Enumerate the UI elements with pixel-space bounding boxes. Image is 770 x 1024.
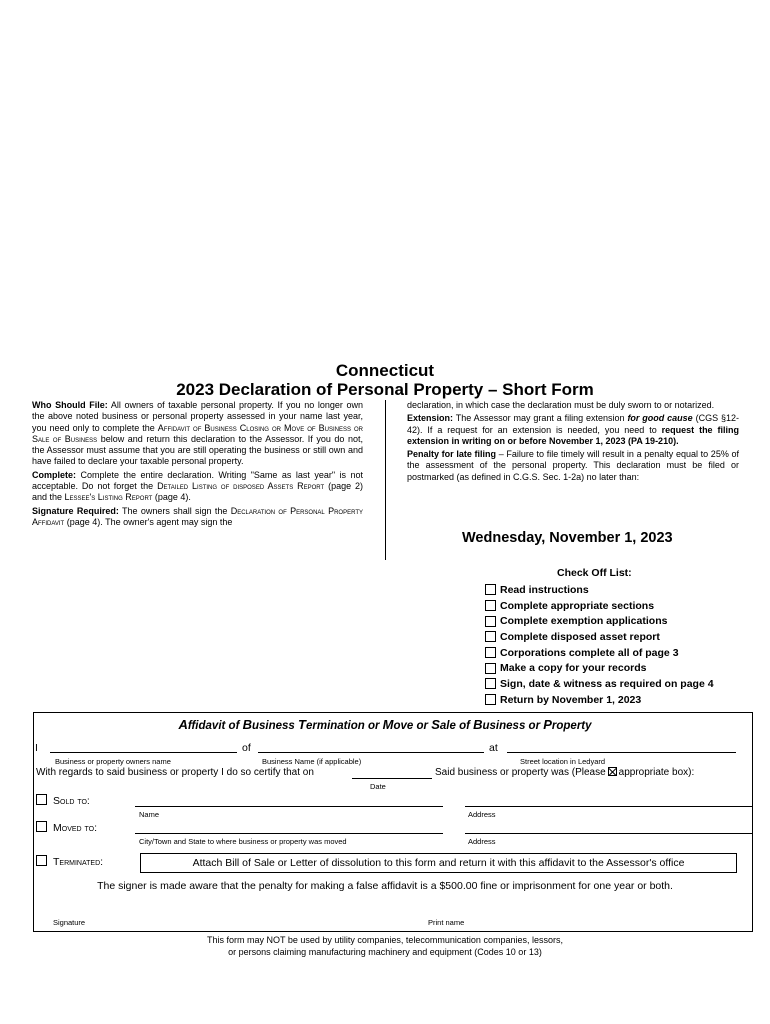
affidavit-section [33,712,753,932]
signature-caption: Signature [53,918,86,927]
checklist-item[interactable] [485,613,714,629]
lessee-listing-reference: Lessee's Listing Report [64,492,153,503]
checkbox[interactable] [485,647,496,658]
checklist-item[interactable] [485,598,714,614]
good-cause-emphasis: for good cause [627,413,693,424]
was-text-2: appropriate box): [618,767,695,778]
footer-line-2: or persons claiming manufacturing machinery and equipment (Codes 10 or 13) [228,946,542,957]
check-off-list [485,567,714,708]
complete-text-3: (page 4). [154,492,191,503]
who-should-file-label: Who Should File: [32,400,108,410]
checklist-item-label: Complete exemption applications [500,615,668,628]
moved-to-label: Moved to: [53,822,98,834]
instructions-left-column [32,400,363,530]
owner-name-field[interactable] [50,752,237,753]
print-name-caption: Print name [428,918,465,927]
checklist-item[interactable] [485,582,714,598]
affidavit-title: Affidavit of Business Termination or Move or Sale of Business or Property [178,717,592,732]
checkbox[interactable] [485,616,496,627]
checkbox[interactable] [485,694,496,705]
extension-text-2: (CGS §12-42). If a request for an extension is needed, you need to [407,413,739,435]
date-caption: Date [370,782,386,791]
signature-required-paragraph [32,506,363,529]
certify-text: With regards to said business or property I do so certify that on [36,767,314,778]
terminated-checkbox[interactable] [36,855,47,866]
checklist-item-label: Return by November 1, 2023 [500,693,642,706]
signature-text: The owners shall sign the [122,505,228,516]
checklist-item-label: Complete disposed asset report [500,630,660,643]
extension-label: Extension: [407,413,454,424]
checkbox[interactable] [485,631,496,642]
extension-deadline: request the filing extension in writing on or before November 1, 2023 (PA 19-210). [407,424,739,446]
who-should-file-paragraph [32,400,363,468]
continuation-text: declaration, in which case the declaration must be duly sworn to or notarized. [407,400,715,410]
penalty-text: – Failure to file timely will result in a penalty equal to 25% of the assessment of the personal property. This declaration must be filed or postmarked (as defined in C.G.S. Sec. 1-2a) no later than: [407,449,739,482]
footer-line-1: This form may NOT be used by utility companies, telecommunication companies, lessors, [207,935,563,945]
checklist-item-label: Sign, date & witness as required on page 4 [500,677,714,690]
extension-paragraph [407,413,739,447]
signature-text-2: (page 4). The owner's agent may sign the [66,516,233,527]
checklist-item-label: Complete appropriate sections [500,599,655,612]
address-caption-2: Address [468,837,496,846]
checklist-item[interactable] [485,692,714,708]
checklist-item-label: Read instructions [500,583,589,596]
complete-label: Complete: [32,469,77,480]
checklist-item[interactable] [485,676,714,692]
who-should-file-text: All owners of taxable personal property. If you no longer own the above noted business or personal property assessed in your name last year, you need only to complete the [32,400,363,433]
i-label: I [35,742,38,754]
instructions-right-column [407,400,739,485]
penalty-label: Penalty for late filing [407,449,497,460]
checklist-item-label: Make a copy for your records [500,662,647,675]
checkbox[interactable] [485,600,496,611]
sold-to-address-field[interactable] [465,806,753,807]
sold-to-label: Sold to: [53,795,90,807]
checklist-item[interactable] [485,660,714,676]
name-caption: Name [139,810,160,819]
city-state-caption: City/Town and State to where business or property was moved [139,837,347,846]
complete-text-2: (page 2) and the [32,481,364,503]
was-text-1: Said business or property was (Please [435,767,606,778]
moved-to-city-field[interactable] [135,833,443,834]
affidavit-reference: Affidavit of Business Closing or Move of Business or Sale of Business [32,422,363,444]
footer-note [0,935,770,958]
of-label: of [242,742,251,754]
address-caption: Address [468,810,496,819]
at-label: at [489,742,498,754]
date-field[interactable] [352,778,432,779]
due-date: Wednesday, November 1, 2023 [462,530,673,546]
extension-text: The Assessor may grant a filing extension [455,413,625,424]
disposed-assets-reference: Detailed Listing of disposed Assets Report [157,481,325,492]
street-location-caption: Street location in Ledyard [520,757,606,766]
who-should-file-text-2: below and return this declaration to the Assessor. If you do not, the Assessor must assume that you are still operating the business or still own and have failed to declare your taxable personal property. [32,433,363,467]
false-affidavit-warning: The signer is made aware that the penalty for making a false affidavit is a $500.00 fine or imprisonment for one year or both. [97,880,673,892]
checklist-item[interactable] [485,645,714,661]
street-location-field[interactable] [507,752,736,753]
complete-paragraph [32,470,363,504]
business-name-field[interactable] [258,752,484,753]
checklist-item[interactable] [485,629,714,645]
checklist-item-label: Corporations complete all of page 3 [500,646,679,659]
was-text [435,767,694,778]
sold-to-name-field[interactable] [135,806,443,807]
moved-to-address-field[interactable] [465,833,753,834]
owner-name-caption: Business or property owners name [55,757,171,766]
moved-to-checkbox[interactable] [36,821,47,832]
form-title: 2023 Declaration of Personal Property – Short Form [176,380,594,399]
checkbox[interactable] [485,663,496,674]
checkbox[interactable] [485,678,496,689]
signature-required-label: Signature Required: [32,505,119,516]
business-name-caption: Business Name (if applicable) [262,757,362,766]
checkbox[interactable] [485,584,496,595]
state-title: Connecticut [335,361,435,380]
checked-box-icon [608,767,617,776]
terminated-label: Terminated: [53,856,104,868]
penalty-paragraph [407,449,739,483]
column-divider [385,400,386,560]
declaration-affidavit-reference: Declaration of Personal Property Affidavit [32,505,363,527]
sold-to-checkbox[interactable] [36,794,47,805]
attach-instructions: Attach Bill of Sale or Letter of dissolution to this form and return it with this affidavit to the Assessor's office [140,853,737,873]
complete-text: Complete the entire declaration. Writing "Same as last year" is not acceptable. Do not forget the [32,469,363,492]
check-off-list-heading: Check Off List: [557,567,632,579]
